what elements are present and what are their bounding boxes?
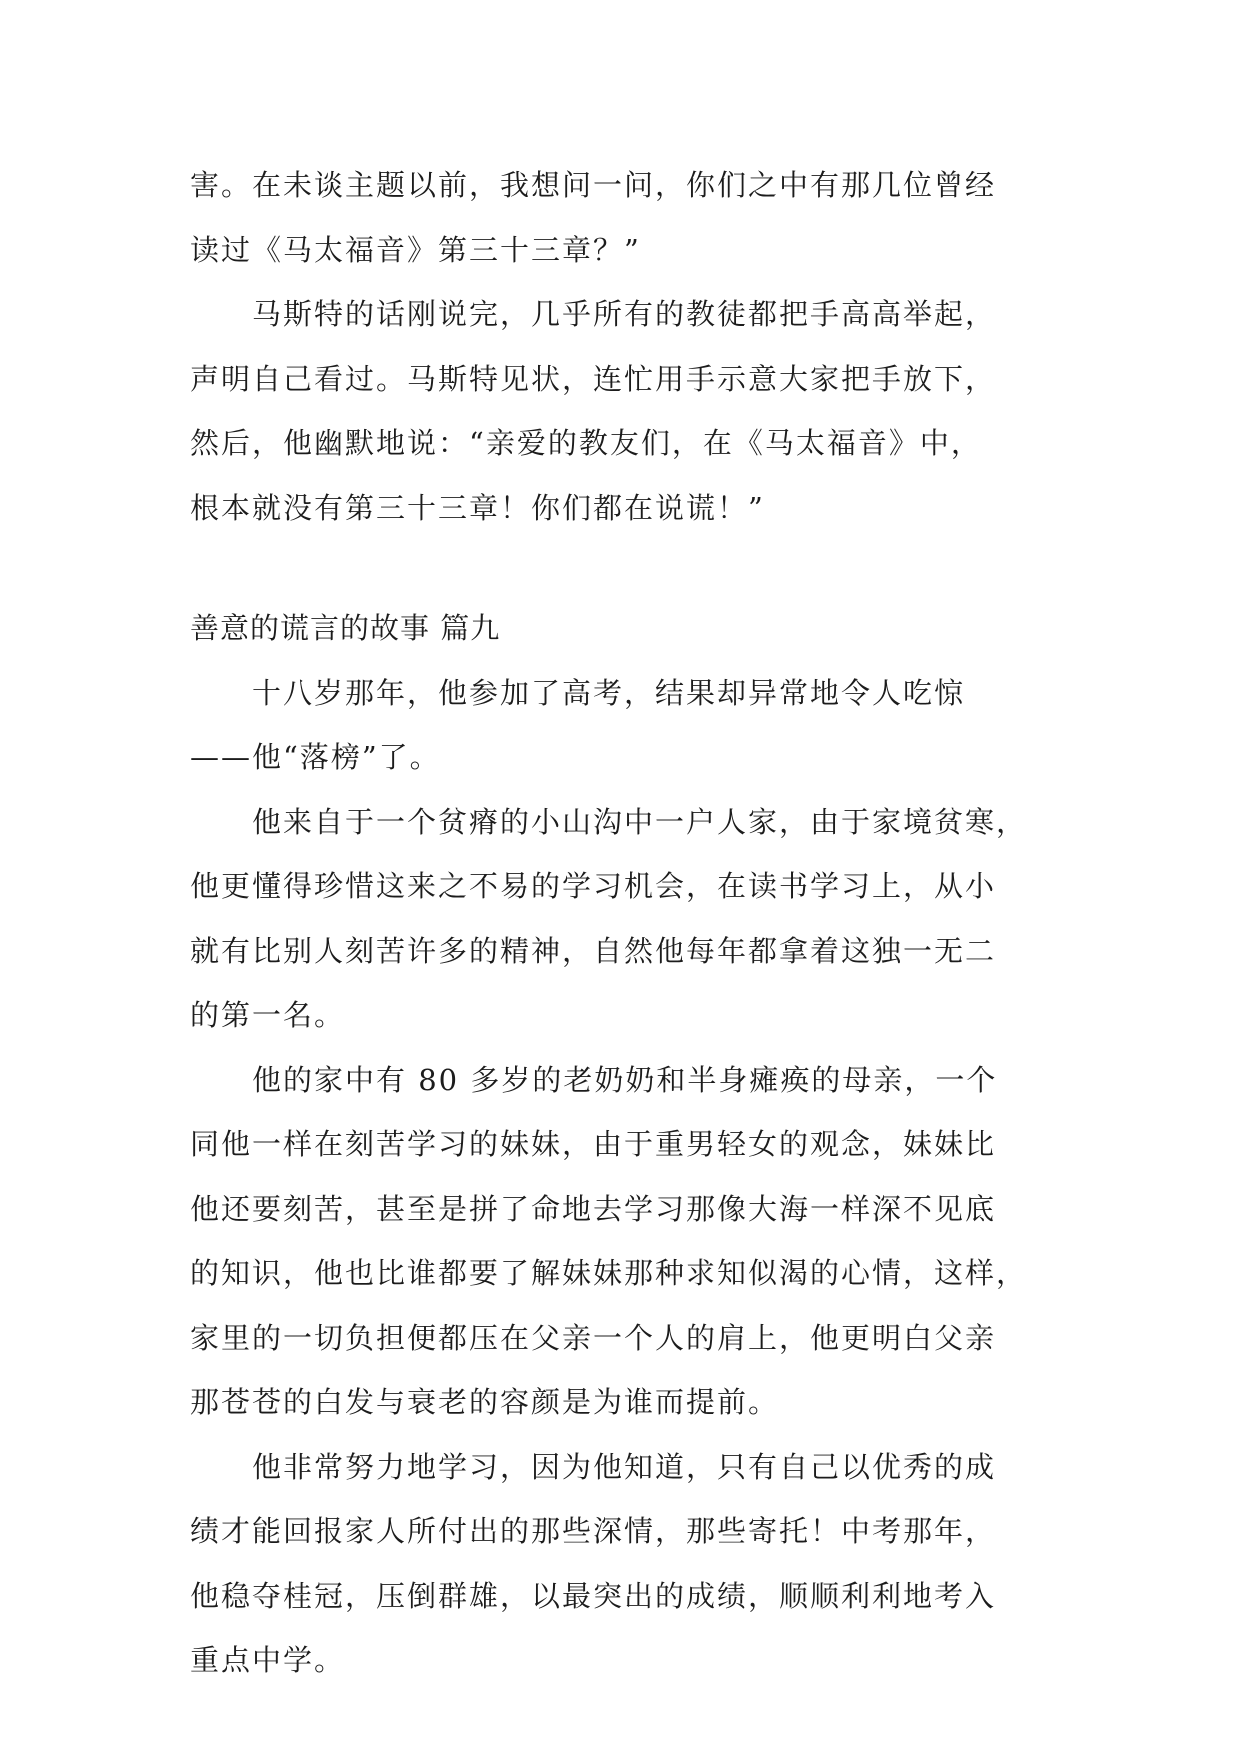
text-line: 绩才能回报家人所付出的那些深情，那些寄托！中考那年， <box>190 1514 997 1548</box>
text-line: 他非常努力地学习，因为他知道，只有自己以优秀的成 <box>252 1449 997 1484</box>
paragraph <box>190 1048 1050 1435</box>
text-line: 家里的一切负担便都压在父亲一个人的肩上，他更明白父亲 <box>190 1320 997 1355</box>
text-line: 的第一名。 <box>190 998 346 1032</box>
text-line: 读过《马太福音》第三十三章？” <box>190 232 641 267</box>
text-line: 他更懂得珍惜这来之不易的学习机会，在读书学习上，从小 <box>190 869 997 903</box>
text-line: 他来自于一个贫瘠的小山沟中一户人家，由于家境贫寒， <box>252 804 1028 839</box>
text-line: 他的家中有 80 多岁的老奶奶和半身瘫痪的母亲，一个 <box>252 1062 998 1097</box>
text-line: 根本就没有第三十三章！你们都在说谎！” <box>190 490 765 525</box>
text-line: 重点中学。 <box>190 1643 346 1677</box>
text-line: 的知识，他也比谁都要了解妹妹那种求知似渴的心情，这样， <box>190 1256 1028 1290</box>
paragraph <box>190 661 1050 790</box>
text-line: 就有比别人刻苦许多的精神，自然他每年都拿着这独一无二 <box>190 933 997 968</box>
section-title: 善意的谎言的故事 篇九 <box>190 611 501 645</box>
text-line: 十八岁那年，他参加了高考，结果却异常地令人吃惊 <box>252 675 966 710</box>
paragraph <box>190 1435 1050 1693</box>
text-line: 马斯特的话刚说完，几乎所有的教徒都把手高高举起， <box>252 297 997 331</box>
text-line: 那苍苍的白发与衰老的容颜是为谁而提前。 <box>190 1385 780 1419</box>
paragraph-continued <box>190 153 1050 282</box>
text-line: 然后，他幽默地说：“亲爱的教友们，在《马太福音》中， <box>190 426 982 460</box>
section-gap <box>190 540 1050 596</box>
document-page <box>190 153 1050 1693</box>
text-line: 他稳夺桂冠，压倒群雄，以最突出的成绩，顺顺利利地考入 <box>190 1578 997 1613</box>
text-line: 害。在未谈主题以前，我想问一问，你们之中有那几位曾经 <box>190 168 997 202</box>
text-line: 他还要刻苦，甚至是拼了命地去学习那像大海一样深不见底 <box>190 1191 997 1226</box>
text-line: ——他“落榜”了。 <box>190 740 441 774</box>
paragraph <box>190 790 1050 1048</box>
paragraph <box>190 282 1050 540</box>
text-line: 同他一样在刻苦学习的妹妹，由于重男轻女的观念，妹妹比 <box>190 1127 997 1161</box>
text-line: 声明自己看过。马斯特见状，连忙用手示意大家把手放下， <box>190 361 997 396</box>
